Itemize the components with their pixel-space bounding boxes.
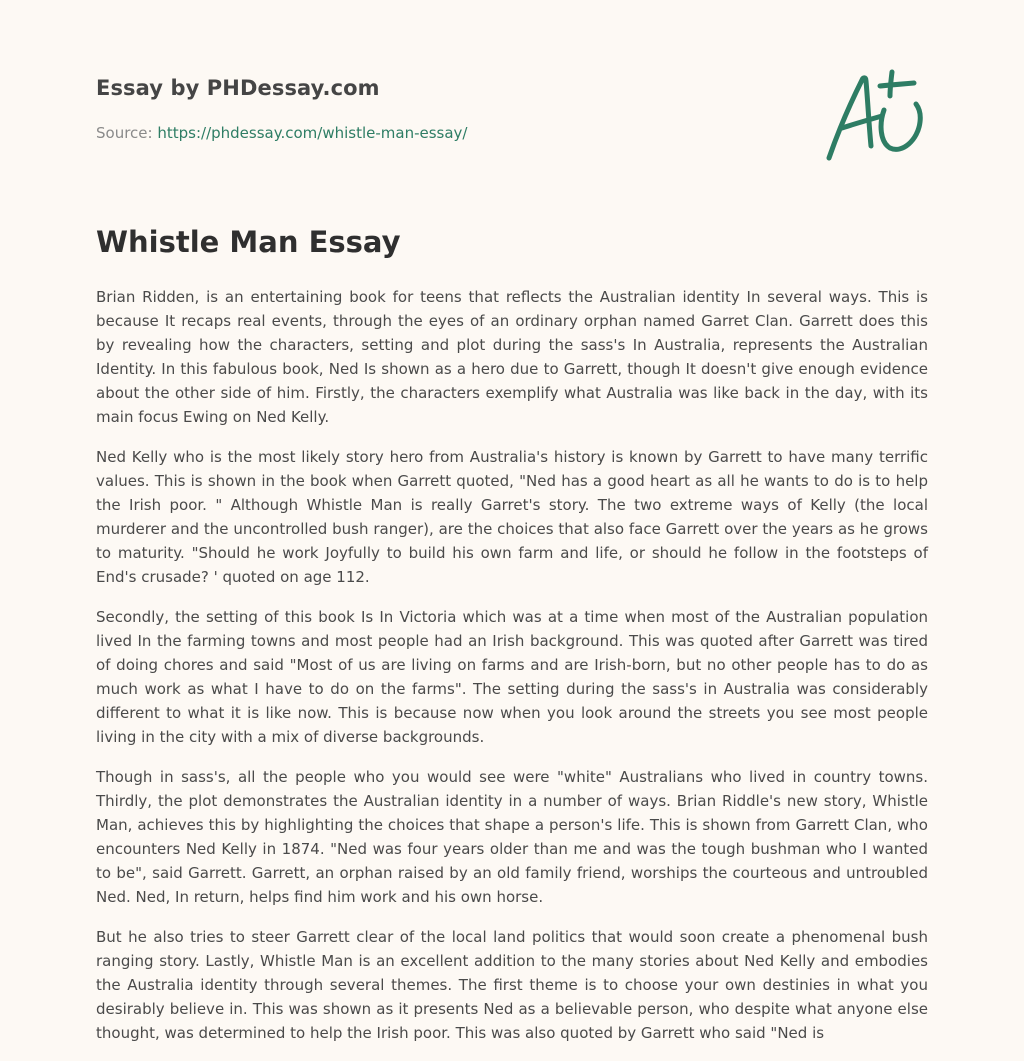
- essay-body: [96, 285, 928, 1061]
- essay-paragraph: Secondly, the setting of this book Is In Victoria which was at a time when most of the Australian population lived In the farming towns and most people had an Irish background. This was quoted after Garrett was tired of doing chores and said "Most of us are living on farms and are Irish-born, but no other people has to do as much work as what I have to do on the farms". The setting during the sass's in Australia was considerably different to what it is like now. This is because now when you look around the streets you see most people living in the city with a mix of diverse backgrounds.: [96, 608, 928, 746]
- a-plus-logo-icon: [824, 66, 932, 166]
- essay-title: Whistle Man Essay: [96, 225, 401, 259]
- source-label: Source:: [96, 124, 153, 142]
- essay-paragraph: Though in sass's, all the people who you would see were "white" Australians who lived in country towns. Thirdly, the plot demonstrates the Australian identity in a number of ways. Brian Riddle's new story, Whistle Man, achieves this by highlighting the choices that shape a person's life. This is shown from Garrett Clan, who encounters Ned Kelly in 1874. "Ned was four years older than me and was the tough bushman who I wanted to be", said Garrett. Garrett, an orphan raised by an old family friend, worships the courteous and untroubled Ned. Ned, In return, helps find him work and his own horse.: [96, 768, 928, 906]
- essay-paragraph: Ned Kelly who is the most likely story hero from Australia's history is known by Garrett to have many terrific values. This is shown in the book when Garrett quoted, "Ned has a good heart as all he wants to do is to help the Irish poor. " Although Whistle Man is really Garret's story. The two extreme ways of Kelly (the local murderer and the uncontrolled bush ranger), are the choices that also face Garrett over the years as he grows to maturity. "Should he work Joyfully to build his own farm and life, or should he follow in the footsteps of End's crusade? ' quoted on age 112.: [96, 448, 928, 586]
- source-link[interactable]: https://phdessay.com/whistle-man-essay/: [157, 124, 468, 142]
- essay-paragraph: Brian Ridden, is an entertaining book for teens that reflects the Australian identity In several ways. This is because It recaps real events, through the eyes of an ordinary orphan named Garret Clan. Garrett does this by revealing how the characters, setting and plot during the sass's In Australia, represents the Australian Identity. In this fabulous book, Ned Is shown as a hero due to Garrett, though It doesn't give enough evidence about the other side of him. Firstly, the characters exemplify what Australia was like back in the day, with its main focus Ewing on Ned Kelly.: [96, 288, 928, 426]
- essay-paragraph: But he also tries to steer Garrett clear of the local land politics that would soon create a phenomenal bush ranging story. Lastly, Whistle Man is an excellent addition to the many stories about Ned Kelly and embodies the Australia identity through several themes. The first theme is to choose your own destinies in what you desirably believe in. This was shown as it presents Ned as a believable person, who despite what anyone else thought, was determined to help the Irish poor. This was also quoted by Garrett who said "Ned is: [96, 928, 928, 1042]
- site-brand: Essay by PHDessay.com: [96, 76, 380, 100]
- source-line: [96, 124, 467, 142]
